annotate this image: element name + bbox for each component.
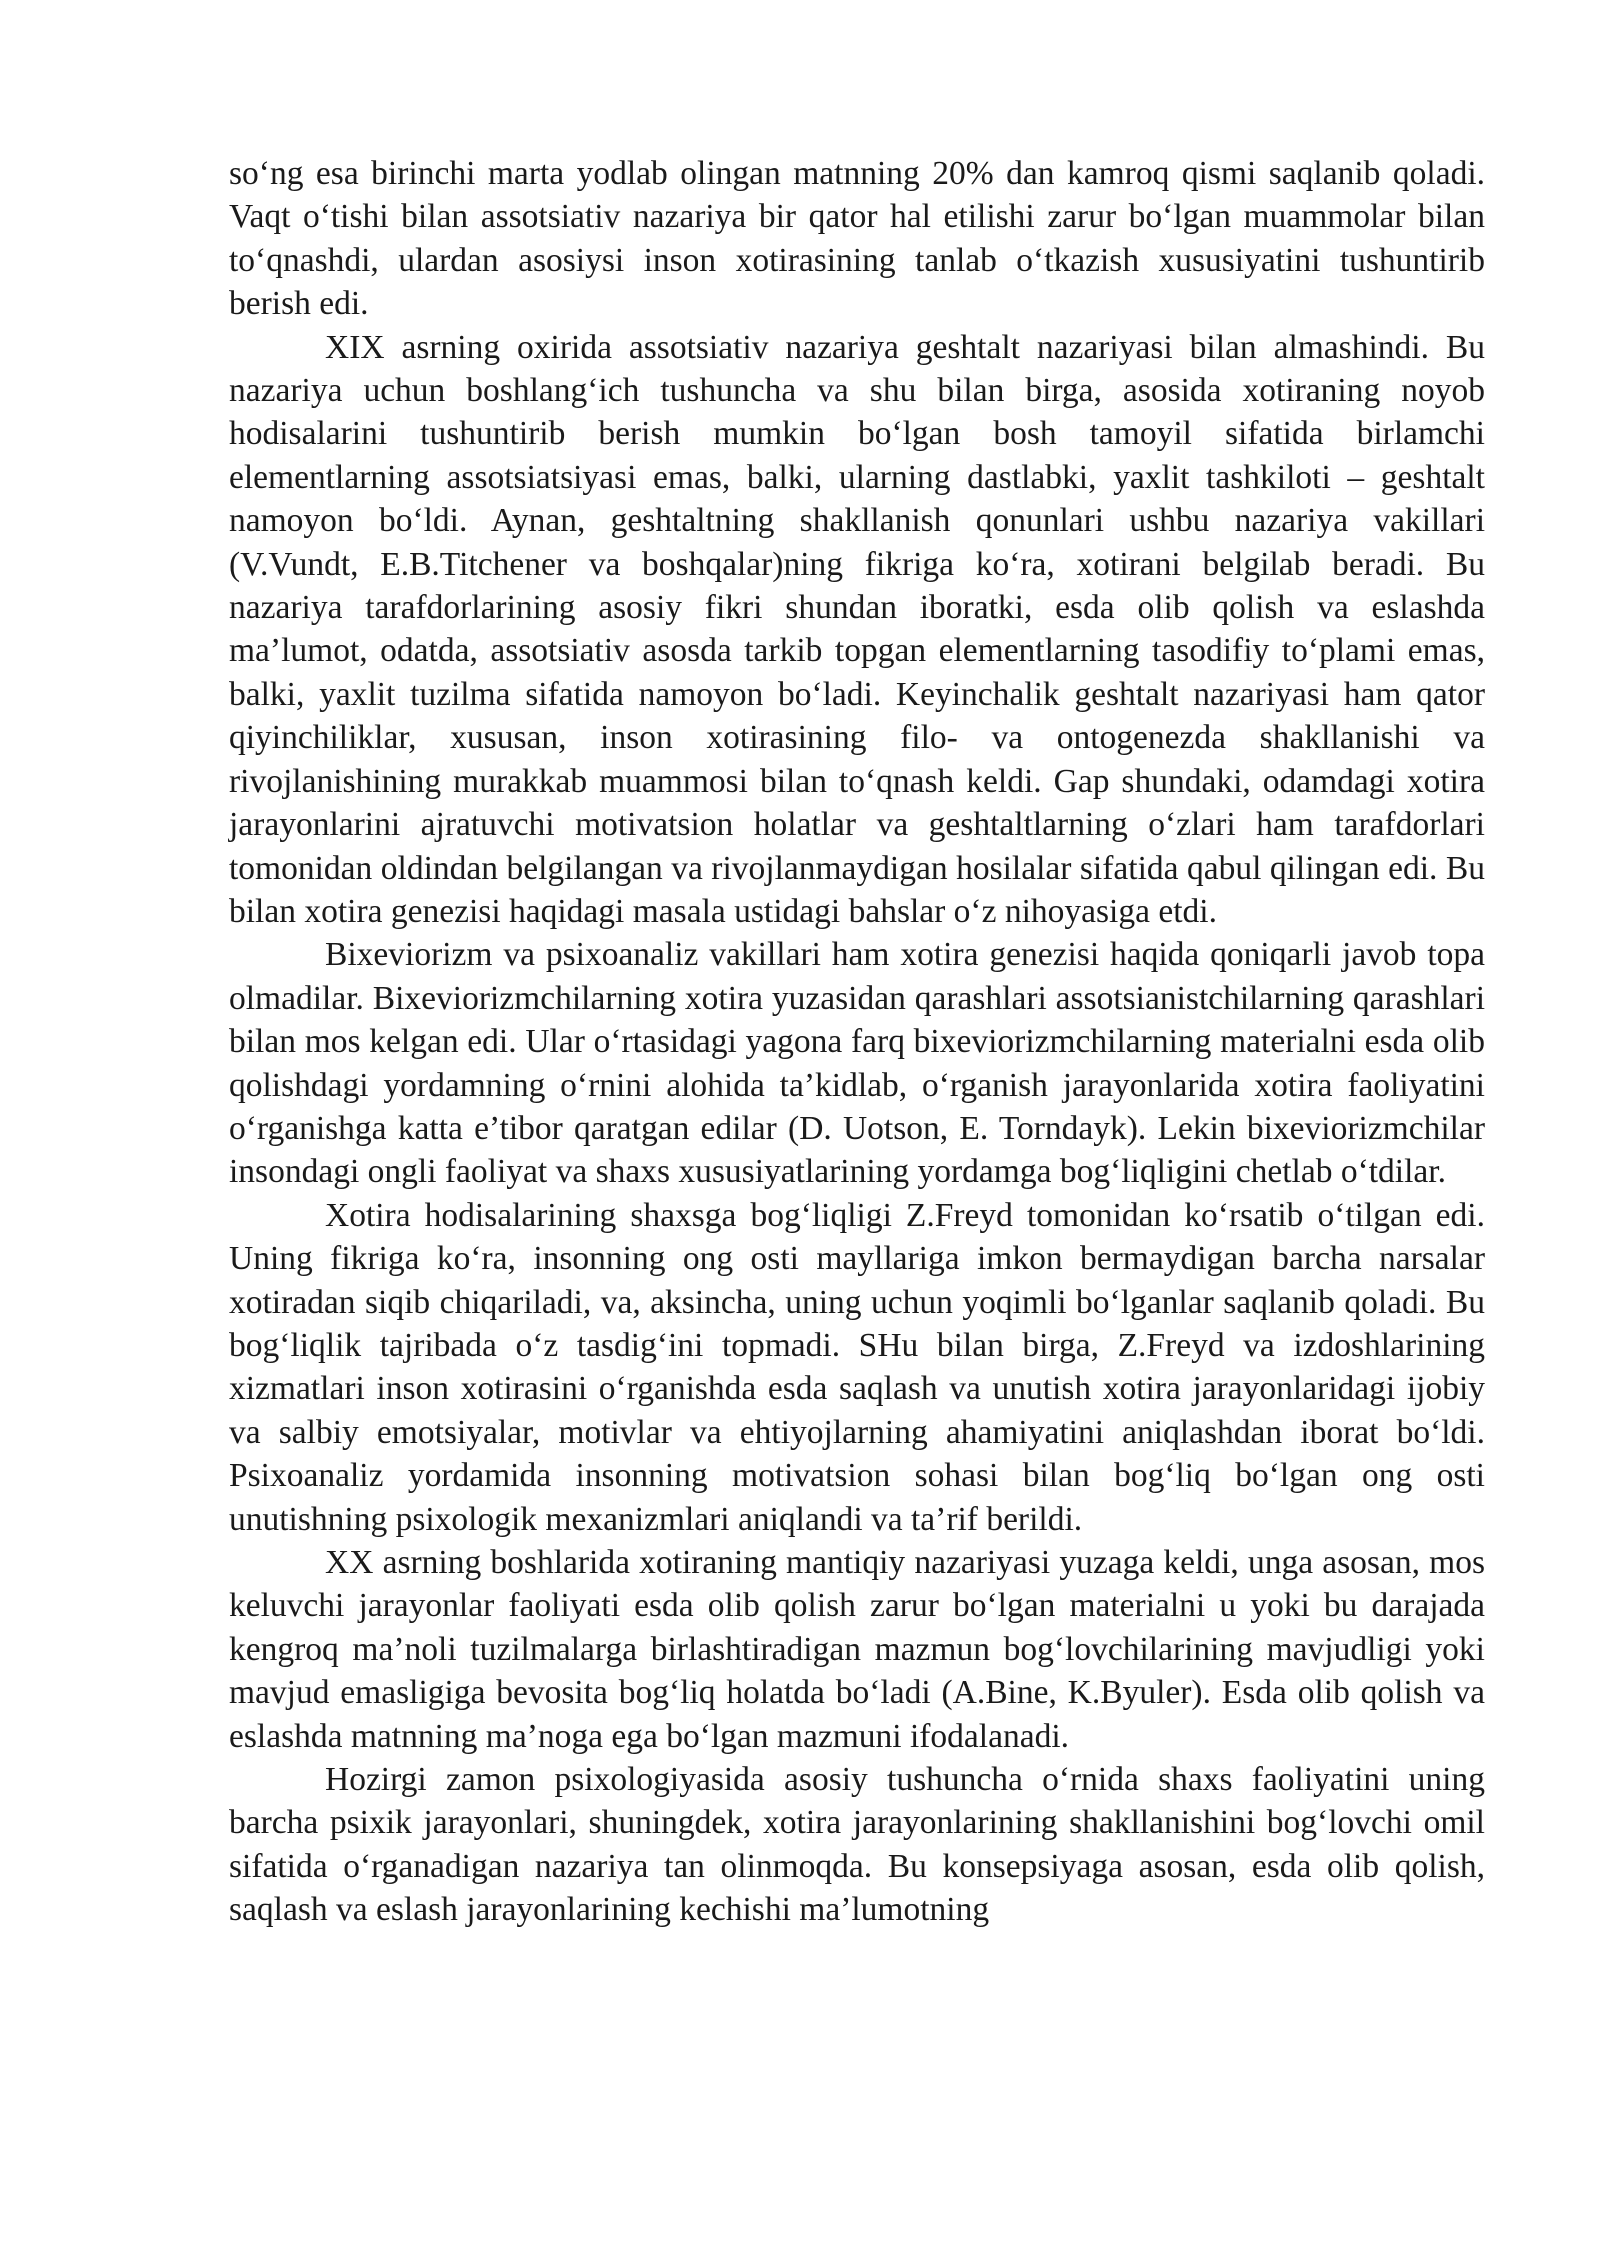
document-page	[229, 152, 1485, 1932]
paragraph-modern-psychology: Hozirgi zamon psixologiyasida asosiy tushuncha o‘rnida shaxs faoliyatini uning barcha psixik jarayonlari, shuningdek, xotira jarayonlarining shakllanishini bog‘lovchi omil sifatida o‘rganadigan nazariya tan olinmoqda. Bu konsepsiyaga asosan, esda olib qolish, saqlash va eslash jarayonlarining kechishi ma’lumotning	[229, 1761, 1485, 1929]
paragraph-freud: Xotira hodisalarining shaxsga bog‘liqligi Z.Freyd tomonidan ko‘rsatib o‘tilgan edi. Uning fikriga ko‘ra, insonning ong osti mayllariga imkon bermaydigan barcha narsalar xotiradan siqib chiqariladi, va, aksincha, uning uchun yoqimli bo‘lganlar saqlanib qoladi. Bu bog‘liqlik tajribada o‘z tasdig‘ini topmadi. SHu bilan birga, Z.Freyd va izdoshlarining xizmatlari inson xotirasini o‘rganishda esda saqlash va unutish xotira jarayonlaridagi ijobiy va salbiy emotsiyalar, motivlar va ehtiyojlarning ahamiyatini aniqlashdan iborat bo‘ldi. Psixoanaliz yordamida insonning motivatsion sohasi bilan bog‘liq bo‘lgan ong osti unutishning psixologik mexanizmlari aniqlandi va ta’rif berildi.	[229, 1196, 1485, 1538]
paragraph-geshtalt-theory: XIX asrning oxirida assotsiativ nazariya geshtalt nazariyasi bilan almashindi. Bu nazariya uchun boshlang‘ich tushuncha va shu bilan birga, asosida xotiraning noyob hodisalarini tushuntirib berish mumkin bo‘lgan bosh tamoyil sifatida birlamchi elementlarning assotsiatsiyasi emas, balki, ularning dastlabki, yaxlit tashkiloti – geshtalt namoyon bo‘ldi. Aynan, geshtaltning shakllanish qonunlari ushbu nazariya vakillari (V.Vundt, E.B.Titchener va boshqalar)ning fikriga ko‘ra, xotirani belgilab beradi. Bu nazariya tarafdorlarining asosiy fikri shundan iboratki, esda olib qolish va eslashda ma’lumot, odatda, assotsiativ asosda tarkib topgan elementlarning tasodifiy to‘plami emas, balki, yaxlit tuzilma sifatida namoyon bo‘ladi. Keyinchalik geshtalt nazariyasi ham qator qiyinchiliklar, xususan, inson xotirasining filo- va ontogenezda shakllanishi va rivojlanishining murakkab muammosi bilan to‘qnash keldi. Gap shundaki, odamdagi xotira jarayonlarini ajratuvchi motivatsion holatlar va geshtaltlarning o‘zlari ham tarafdorlari tomonidan oldindan belgilangan va rivojlanmaydigan hosilalar sifatida qabul qilingan edi. Bu bilan xotira genezisi haqidagi masala ustidagi bahslar o‘z nihoyasiga etdi.	[229, 328, 1485, 930]
paragraph-continued: so‘ng esa birinchi marta yodlab olingan matnning 20% dan kamroq qismi saqlanib qoladi. Vaqt o‘tishi bilan assotsiativ nazariya bir qator hal etilishi zarur bo‘lgan muammolar bilan to‘qnashdi, ulardan asosiysi inson xotirasining tanlab o‘tkazish xususiyatini tushuntirib berish edi.	[229, 155, 1485, 323]
paragraph-behaviorism: Bixeviorizm va psixoanaliz vakillari ham xotira genezisi haqida qoniqarli javob topa olmadilar. Bixeviorizmchilarning xotira yuzasidan qarashlari assotsianistchilarning qarashlari bilan mos kelgan edi. Ular o‘rtasidagi yagona farq bixeviorizmchilarning materialni esda olib qolishdagi yordamning o‘rnini alohida ta’kidlab, o‘rganish jarayonlarida xotira faoliyatini o‘rganishga katta e’tibor qaratgan edilar (D. Uotson, E. Torndayk). Lekin bixeviorizmchilar insondagi ongli faoliyat va shaxs xususiyatlarining yordamga bog‘liqligini chetlab o‘tdilar.	[229, 936, 1485, 1191]
paragraph-logical-theory: XX asrning boshlarida xotiraning mantiqiy nazariyasi yuzaga keldi, unga asosan, mos keluvchi jarayonlar faoliyati esda olib qolish zarur bo‘lgan materialni u yoki bu darajada kengroq ma’noli tuzilmalarga birlashtiradigan mazmun bog‘lovchilarining mavjudligi yoki mavjud emasligiga bevosita bog‘liq holatda bo‘ladi (A.Bine, K.Byuler). Esda olib qolish va eslashda matnning ma’noga ega bo‘lgan mazmuni ifodalanadi.	[229, 1544, 1485, 1755]
